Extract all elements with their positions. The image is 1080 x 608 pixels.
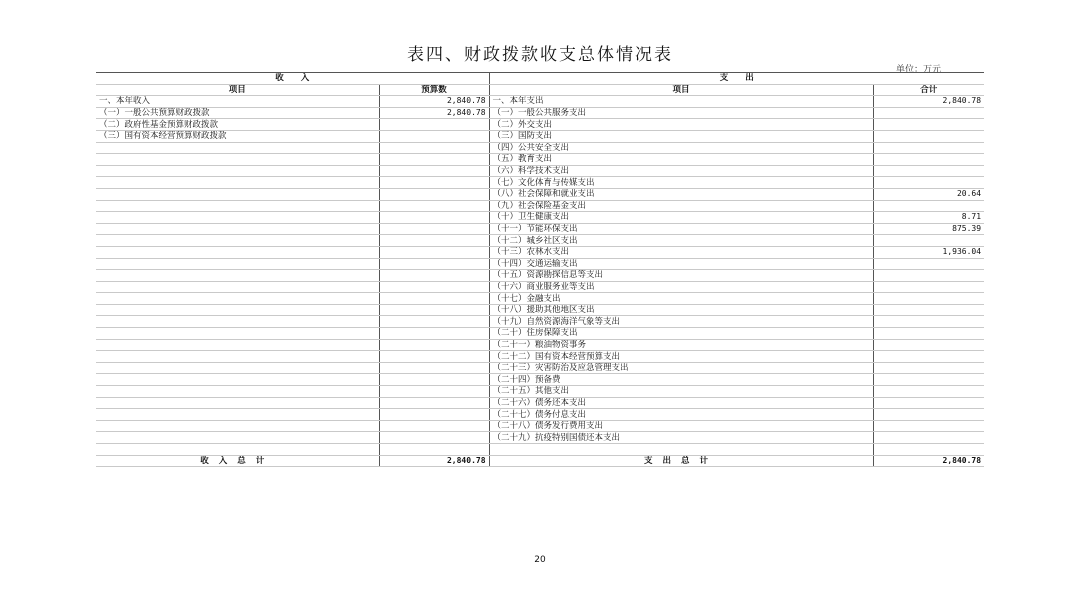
table-row <box>96 165 984 177</box>
expense-item-cell: （四）公共安全支出 <box>489 142 873 154</box>
income-value-cell <box>379 420 489 432</box>
income-value-cell <box>379 409 489 421</box>
expense-value-cell <box>873 409 984 421</box>
income-item-cell <box>96 281 379 293</box>
expense-value-cell: 1,936.04 <box>873 246 984 258</box>
expense-item-cell: （八）社会保障和就业支出 <box>489 188 873 200</box>
expense-item-cell: （十七）金融支出 <box>489 293 873 305</box>
table-row <box>96 223 984 235</box>
table-row <box>96 119 984 131</box>
income-item-cell <box>96 397 379 409</box>
income-item-cell: （二）政府性基金预算财政拨款 <box>96 119 379 131</box>
table-row <box>96 130 984 142</box>
income-value-cell <box>379 397 489 409</box>
expense-item-cell: （十九）自然资源海洋气象等支出 <box>489 316 873 328</box>
income-item-cell <box>96 304 379 316</box>
expense-value-cell <box>873 339 984 351</box>
expense-value-cell <box>873 432 984 444</box>
table-row <box>96 328 984 340</box>
income-item-cell <box>96 293 379 305</box>
expense-value-cell <box>873 281 984 293</box>
income-item-cell: （三）国有资本经营预算财政拨款 <box>96 130 379 142</box>
income-value-cell <box>379 304 489 316</box>
expense-item-cell: （九）社会保险基金支出 <box>489 200 873 212</box>
income-value-cell <box>379 246 489 258</box>
group-header-row <box>96 73 984 85</box>
column-header-row <box>96 84 984 96</box>
income-value-cell <box>379 142 489 154</box>
expense-item-cell: （二十）住房保障支出 <box>489 328 873 340</box>
table-row <box>96 246 984 258</box>
spacer-cell <box>873 444 984 456</box>
spacer-row <box>96 444 984 456</box>
expense-item-cell: （五）教育支出 <box>489 154 873 166</box>
table-row <box>96 316 984 328</box>
income-value-cell <box>379 339 489 351</box>
table-row <box>96 362 984 374</box>
expense-item-cell: （二十八）债务发行费用支出 <box>489 420 873 432</box>
expense-item-cell: （二十五）其他支出 <box>489 386 873 398</box>
spacer-cell <box>379 444 489 456</box>
expense-value-cell <box>873 154 984 166</box>
expense-value-cell <box>873 374 984 386</box>
expense-item-cell: （十三）农林水支出 <box>489 246 873 258</box>
expense-item-cell: （十二）城乡社区支出 <box>489 235 873 247</box>
income-item-cell <box>96 362 379 374</box>
table-row <box>96 154 984 166</box>
unit-label: 单位：万元 <box>896 65 942 75</box>
income-value-cell <box>379 223 489 235</box>
expense-total-label: 支出总计 <box>489 455 873 467</box>
income-item-cell <box>96 374 379 386</box>
table-row <box>96 258 984 270</box>
expense-value-cell: 875.39 <box>873 223 984 235</box>
expense-value-cell <box>873 316 984 328</box>
expense-value-cell <box>873 119 984 131</box>
expense-value-cell <box>873 397 984 409</box>
expense-value-cell <box>873 293 984 305</box>
table-row <box>96 107 984 119</box>
expense-item-cell: （二十二）国有资本经营预算支出 <box>489 351 873 363</box>
income-item-cell <box>96 212 379 224</box>
expense-value-cell <box>873 177 984 189</box>
income-total-label: 收入总计 <box>96 455 379 467</box>
budget-table <box>96 72 984 467</box>
table-row <box>96 270 984 282</box>
expense-item-cell: （二十九）抗疫特别国债还本支出 <box>489 432 873 444</box>
income-item-cell: （一）一般公共预算财政拨款 <box>96 107 379 119</box>
expense-value-cell <box>873 351 984 363</box>
page-number: 20 <box>534 555 546 565</box>
table-row <box>96 397 984 409</box>
income-value-cell <box>379 386 489 398</box>
expense-value-cell: 2,840.78 <box>873 96 984 108</box>
income-value-cell <box>379 177 489 189</box>
income-group-header: 收 入 <box>96 73 489 85</box>
expense-item-cell: （二十七）债务付息支出 <box>489 409 873 421</box>
expense-item-cell: （二）外交支出 <box>489 119 873 131</box>
table-row <box>96 281 984 293</box>
expense-item-cell: （二十四）预备费 <box>489 374 873 386</box>
income-item-header: 项目 <box>96 84 379 96</box>
expense-value-cell <box>873 142 984 154</box>
expense-total-header: 合计 <box>873 84 984 96</box>
expense-value-cell <box>873 107 984 119</box>
income-value-cell: 2,840.78 <box>379 96 489 108</box>
expense-value-cell: 8.71 <box>873 212 984 224</box>
income-value-cell <box>379 188 489 200</box>
table-body <box>96 73 984 467</box>
expense-value-cell <box>873 328 984 340</box>
income-value-cell <box>379 316 489 328</box>
expense-value-cell <box>873 165 984 177</box>
income-item-cell <box>96 386 379 398</box>
income-item-cell: 一、本年收入 <box>96 96 379 108</box>
table-row <box>96 339 984 351</box>
expense-item-cell: （三）国防支出 <box>489 130 873 142</box>
expense-value-cell <box>873 130 984 142</box>
income-value-cell <box>379 374 489 386</box>
expense-item-header: 项目 <box>489 84 873 96</box>
spacer-cell <box>489 444 873 456</box>
expense-value-cell: 20.64 <box>873 188 984 200</box>
expense-item-cell: （六）科学技术支出 <box>489 165 873 177</box>
income-value-cell <box>379 235 489 247</box>
income-item-cell <box>96 316 379 328</box>
expense-value-cell <box>873 258 984 270</box>
income-item-cell <box>96 339 379 351</box>
expense-value-cell <box>873 386 984 398</box>
table-row <box>96 96 984 108</box>
expense-item-cell: （七）文化体育与传媒支出 <box>489 177 873 189</box>
expense-value-cell <box>873 420 984 432</box>
income-item-cell <box>96 258 379 270</box>
table-row <box>96 293 984 305</box>
income-value-cell <box>379 212 489 224</box>
spacer-cell <box>96 444 379 456</box>
income-item-cell <box>96 177 379 189</box>
income-value-cell <box>379 293 489 305</box>
table-row <box>96 432 984 444</box>
expense-item-cell: （二十一）粮油物资事务 <box>489 339 873 351</box>
page-title: 表四、财政拨款收支总体情况表 <box>407 45 673 65</box>
expense-item-cell: （十八）援助其他地区支出 <box>489 304 873 316</box>
income-item-cell <box>96 351 379 363</box>
income-budget-header: 预算数 <box>379 84 489 96</box>
expense-value-cell <box>873 270 984 282</box>
income-value-cell <box>379 432 489 444</box>
table-row <box>96 420 984 432</box>
table-row <box>96 351 984 363</box>
income-item-cell <box>96 165 379 177</box>
income-item-cell <box>96 200 379 212</box>
income-item-cell <box>96 142 379 154</box>
income-value-cell <box>379 362 489 374</box>
expense-total-value: 2,840.78 <box>873 455 984 467</box>
expense-item-cell: （二十六）债务还本支出 <box>489 397 873 409</box>
expense-item-cell: （一）一般公共服务支出 <box>489 107 873 119</box>
expense-value-cell <box>873 235 984 247</box>
table-row <box>96 212 984 224</box>
table-row <box>96 386 984 398</box>
expense-value-cell <box>873 362 984 374</box>
income-value-cell <box>379 165 489 177</box>
table-row <box>96 374 984 386</box>
income-item-cell <box>96 246 379 258</box>
income-item-cell <box>96 420 379 432</box>
totals-row <box>96 455 984 467</box>
income-value-cell <box>379 328 489 340</box>
income-value-cell <box>379 200 489 212</box>
income-value-cell <box>379 281 489 293</box>
table-row <box>96 142 984 154</box>
expense-item-cell: （十五）资源勘探信息等支出 <box>489 270 873 282</box>
income-item-cell <box>96 235 379 247</box>
expense-item-cell: （十一）节能环保支出 <box>489 223 873 235</box>
income-value-cell <box>379 154 489 166</box>
expense-value-cell <box>873 200 984 212</box>
table-row <box>96 235 984 247</box>
income-item-cell <box>96 409 379 421</box>
expense-group-header: 支 出 <box>489 73 984 85</box>
expense-item-cell: 一、本年支出 <box>489 96 873 108</box>
income-value-cell <box>379 119 489 131</box>
income-total-value: 2,840.78 <box>379 455 489 467</box>
table-row <box>96 177 984 189</box>
expense-item-cell: （十）卫生健康支出 <box>489 212 873 224</box>
expense-item-cell: （十四）交通运输支出 <box>489 258 873 270</box>
income-item-cell <box>96 154 379 166</box>
income-value-cell <box>379 130 489 142</box>
income-item-cell <box>96 188 379 200</box>
income-value-cell: 2,840.78 <box>379 107 489 119</box>
table-row <box>96 200 984 212</box>
expense-item-cell: （二十三）灾害防治及应急管理支出 <box>489 362 873 374</box>
income-item-cell <box>96 270 379 282</box>
expense-value-cell <box>873 304 984 316</box>
expense-item-cell: （十六）商业服务业等支出 <box>489 281 873 293</box>
income-value-cell <box>379 258 489 270</box>
table-row <box>96 188 984 200</box>
table-row <box>96 304 984 316</box>
income-item-cell <box>96 432 379 444</box>
income-item-cell <box>96 328 379 340</box>
income-item-cell <box>96 223 379 235</box>
table-row <box>96 409 984 421</box>
income-value-cell <box>379 270 489 282</box>
income-value-cell <box>379 351 489 363</box>
